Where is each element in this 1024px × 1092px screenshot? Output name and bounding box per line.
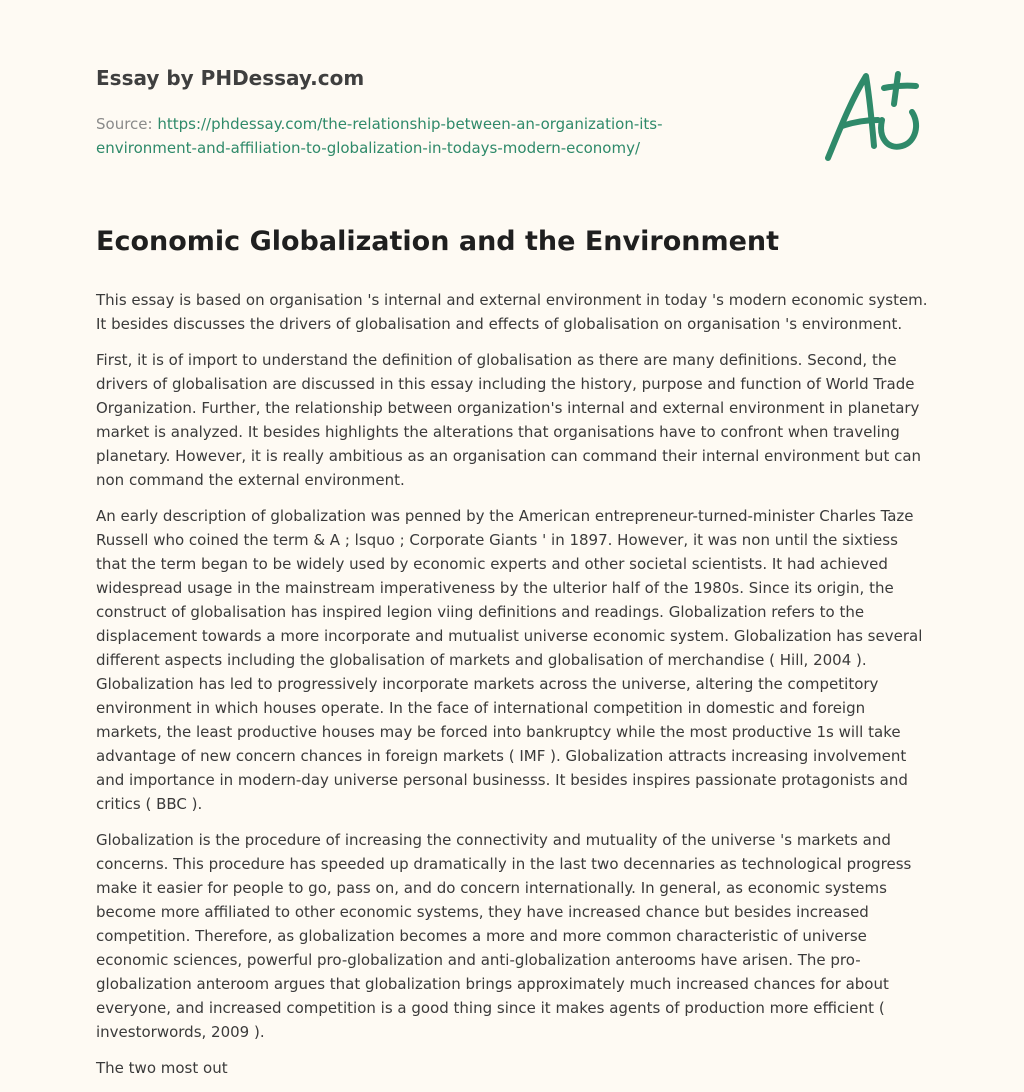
essay-paragraph-3: An early description of globalization was penned by the American entrepreneur-turned-minister Charles Taze Russell who coined the term & A ; lsquo ; Corporate Giants ' in 1897. However, it was non until the sixtiess that the term began to be widely used by economic experts and other societal scientists. It had achieved widespread usage in the mainstream imperativeness by the ulterior half of the 1980s. Since its origin, the construct of globalisation has inspired legion viing definitions and readings. Globalization refers to the displacement towards a more incorporate and mutualist universe economic system. Globalization has several different aspects including the globalisation of markets and globalisation of merchandise ( Hill, 2004 ). Globalization has led to progressively incorporate markets across the universe, altering the competitory environment in which houses operate. In the face of international competition in domestic and foreign markets, the least productive houses may be forced into bankruptcy while the most productive 1s will take advantage of new concern chances in foreign markets ( IMF ). Globalization attracts increasing involvement and importance in modern-day universe personal businesss. It besides inspires passionate protagonists and critics ( BBC ). [96, 507, 923, 813]
essay-paragraph-4: Globalization is the procedure of increasing the connectivity and mutuality of the universe 's markets and concerns. This procedure has speeded up dramatically in the last two decennaries as technological progress make it easier for people to go, pass on, and do concern internationally. In general, as economic systems become more affiliated to other economic systems, they have increased chance but besides increased competition. Therefore, as globalization becomes a more and more common characteristic of universe economic sciences, powerful pro-globalization and anti-globalization anterooms have arisen. The pro-globalization anteroom argues that globalization brings approximately much increased chances for about everyone, and increased competition is a good thing since it makes agents of production more efficient ( investorwords, 2009 ). [96, 831, 912, 1041]
essay-paragraph-2: First, it is of import to understand the definition of globalisation as there are many definitions. Second, the drivers of globalisation are discussed in this essay including the history, purpose and function of World Trade Organization. Further, the relationship between organization's internal and external environment in planetary market is analyzed. It besides highlights the alterations that organisations have to confront when traveling planetary. However, it is really ambitious as an organisation can command their internal environment but can non command the external environment. [96, 351, 922, 489]
source-label: Source: [96, 115, 158, 133]
a-plus-logo-icon [820, 66, 930, 166]
source-url-line1: https://phdessay.com/the-relationship-between-an-organization-its- [157, 115, 663, 133]
source-line [96, 112, 796, 160]
essay-title: Economic Globalization and the Environment [96, 226, 780, 257]
essay-paragraph-1: This essay is based on organisation 's internal and external environment in today 's modern economic system. It besides discusses the drivers of globalisation and effects of globalisation on organisation 's environment. [96, 291, 928, 333]
header [96, 64, 796, 160]
essay-content [96, 222, 928, 1092]
source-link[interactable] [96, 115, 663, 157]
site-title: Essay by PHDessay.com [96, 66, 365, 90]
a-plus-logo [820, 66, 930, 166]
source-url-line2: environment-and-affiliation-to-globalization-in-todays-modern-economy/ [96, 139, 641, 157]
essay-paragraph-5: The two most out [96, 1059, 228, 1077]
